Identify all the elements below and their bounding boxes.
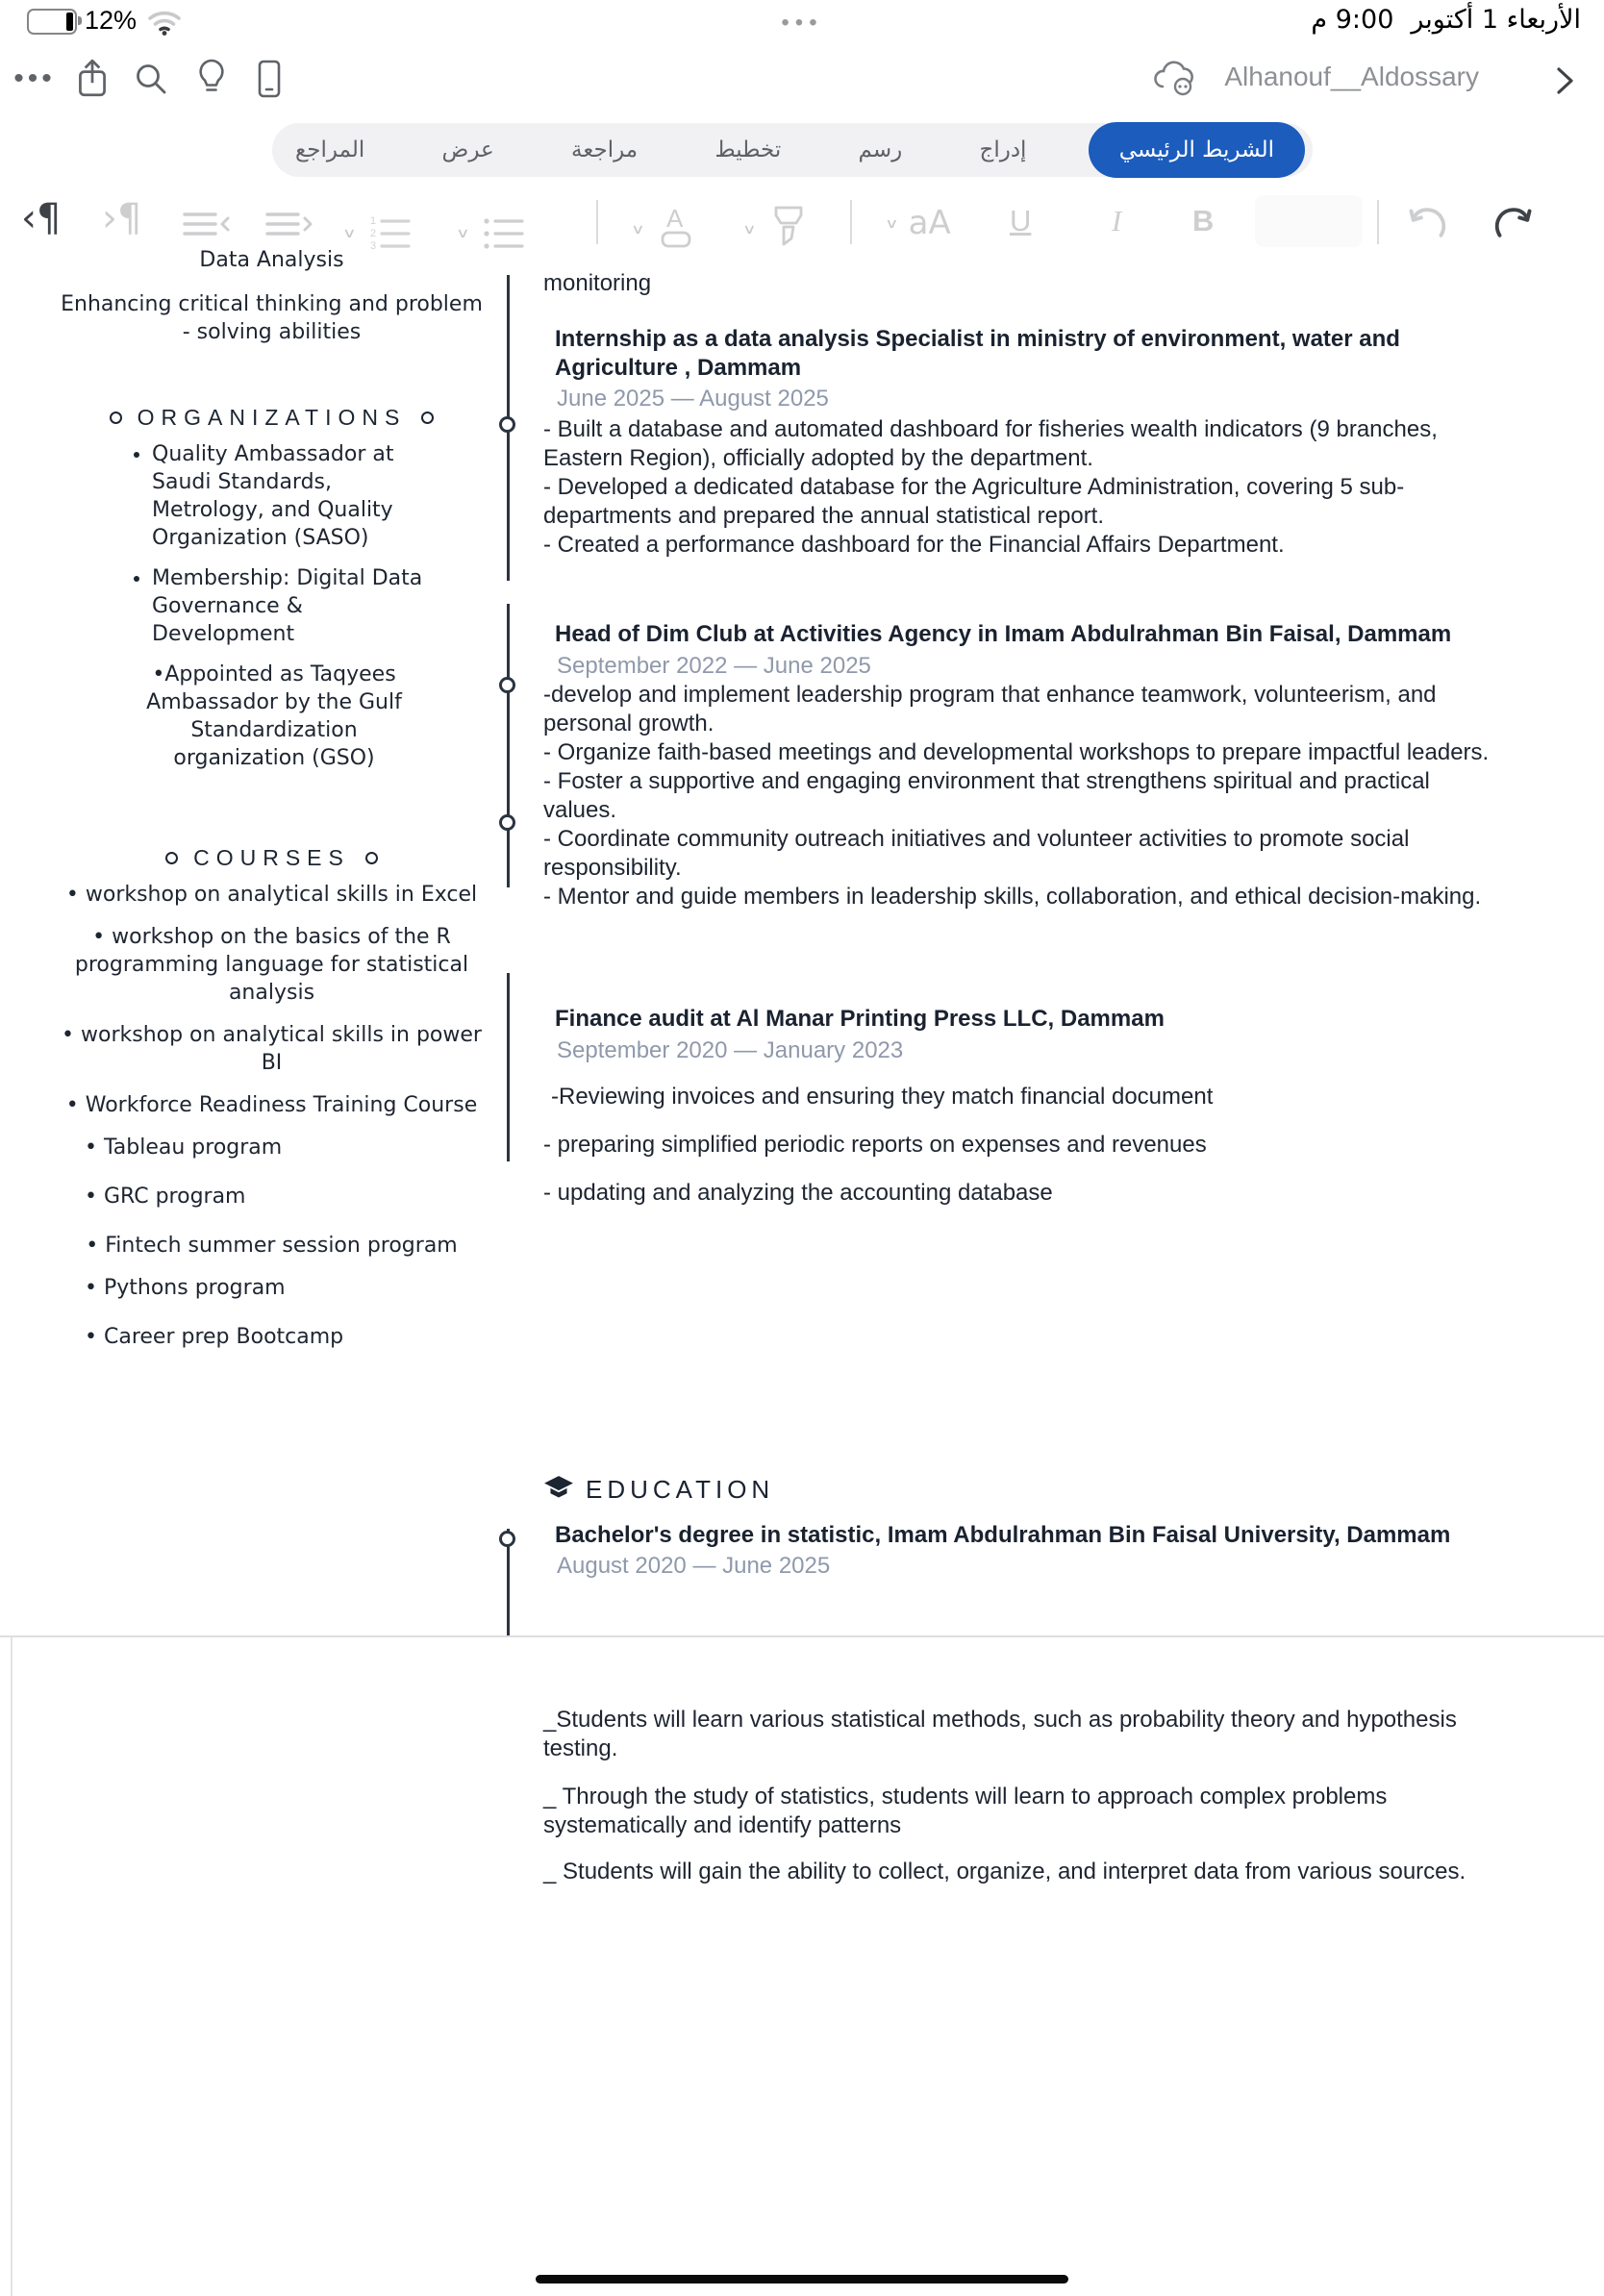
list-item: • Quality Ambassador at Saudi Standards, Metrology, and Quality Organization (SASO) xyxy=(152,440,440,552)
timeline-dot xyxy=(499,814,515,831)
experience-bullets: -Reviewing invoices and ensuring they match financial document - preparing simplified periodic reports on expenses and revenues - updating and analyzing the accounting database xyxy=(543,1084,1214,1206)
education-header: EDUCATION xyxy=(543,1475,1505,1504)
list-item: • workshop on analytical skills in power BI xyxy=(58,1021,486,1077)
list-item: • Membership: Digital Data Governance & Development xyxy=(152,564,440,648)
outdent-icon xyxy=(181,208,231,240)
list-item: • workshop on the basics of the R programming language for statistical analysis xyxy=(58,923,486,1007)
svg-text:3: 3 xyxy=(369,240,376,252)
tab-review[interactable]: مراجعة xyxy=(571,137,639,162)
tab-references[interactable]: المراجع xyxy=(295,137,365,162)
tab-home[interactable]: الشريط الرئيسي xyxy=(1089,122,1305,178)
page-edge-line xyxy=(11,1637,13,2296)
ring-icon xyxy=(165,852,178,864)
status-date: الأربعاء 1 أكتوبر xyxy=(1411,5,1581,35)
experience-title: Head of Dim Club at Activities Agency in Imam Abdulrahman Bin Faisal, Dammam xyxy=(555,621,1452,647)
tab-view[interactable]: عرض xyxy=(441,137,494,162)
partial-text-line: monitoring xyxy=(543,270,652,296)
autosave-status-button[interactable] xyxy=(1150,58,1200,103)
font-color-dropdown[interactable] xyxy=(631,206,699,252)
bold-button[interactable]: B xyxy=(1192,204,1215,237)
share-icon xyxy=(75,58,110,100)
timeline-line xyxy=(507,973,510,1161)
paragraph-rtl-button[interactable]: ›¶ xyxy=(102,196,142,240)
indent-icon xyxy=(263,208,313,240)
document-title: Alhanouf__Aldossary xyxy=(1224,62,1479,91)
app-switcher-handle-icon[interactable]: ••• xyxy=(781,10,823,36)
svg-text:A: A xyxy=(665,206,683,233)
tab-insert[interactable]: إدراج xyxy=(979,137,1027,162)
font-color-icon xyxy=(653,206,699,252)
ring-icon xyxy=(421,412,434,424)
status-time: 9:00 م xyxy=(1311,5,1394,35)
education-title: Bachelor's degree in statistic, Imam Abdulrahman Bin Faisal University, Dammam xyxy=(555,1522,1451,1548)
undo-icon xyxy=(1408,200,1452,244)
experience-bullets: -develop and implement leadership program that enhance teamwork, volunteerism, and personal growth. - Organize faith-based meetings and developmental workshops to prepare impactful leaders. - Foster a supportive and engaging environment that strengthens spiritual and practical values. - Coordinate community outreach initiatives and volunteer activities to promote social responsibility. - Mentor and guide members in leadership skills, collaboration, and ethical decision-making. xyxy=(543,682,1490,910)
italic-button[interactable]: I xyxy=(1112,204,1122,237)
list-item: • Tableau program xyxy=(58,1134,486,1161)
mobile-view-icon xyxy=(254,58,285,100)
decrease-indent-button[interactable] xyxy=(181,208,231,240)
ribbon-tab-bar xyxy=(272,123,1313,177)
experience-dates: June 2025 — August 2025 xyxy=(557,386,829,412)
undo-button[interactable] xyxy=(1408,200,1452,244)
highlight-dropdown[interactable] xyxy=(742,204,813,254)
courses-list xyxy=(58,881,486,1365)
search-icon xyxy=(133,61,169,97)
home-indicator[interactable] xyxy=(536,2275,1068,2284)
education-dates: August 2020 — June 2025 xyxy=(557,1553,831,1579)
list-item: • workshop on analytical skills in Excel xyxy=(58,881,486,909)
organizations-header: ORGANIZATIONS xyxy=(58,404,486,432)
document-canvas[interactable] xyxy=(0,248,1604,2296)
cloud-sync-icon xyxy=(1150,58,1200,98)
list-item: • GRC program xyxy=(58,1183,486,1210)
redo-icon xyxy=(1489,200,1533,244)
more-icon: ••• xyxy=(13,62,56,94)
search-button[interactable] xyxy=(128,54,174,104)
chevron-right-icon xyxy=(1550,60,1579,102)
status-bar xyxy=(0,0,1604,40)
battery-percent: 12% xyxy=(85,6,138,35)
ring-icon xyxy=(365,852,378,864)
lightbulb-icon xyxy=(195,58,228,100)
experience-bullets: - Built a database and automated dashboard for fisheries wealth indicators (9 branches, Eastern Region), officially adopted by the department. - Developed a dedicated database for the Agriculture Administration, covering 5 sub-departments and prepared the annual statistical report. - Created a performance dashboard for the Financial Affairs Department. xyxy=(543,416,1438,558)
page2-paragraph: _ Through the study of statistics, students will learn to approach complex problems systematically and identify patterns xyxy=(543,1784,1388,1838)
underline-button[interactable]: U xyxy=(1010,204,1032,237)
style-preview-box[interactable] xyxy=(1255,195,1363,247)
tab-draw[interactable]: رسم xyxy=(858,137,903,162)
increase-indent-button[interactable] xyxy=(263,208,313,240)
highlighter-icon xyxy=(764,204,813,254)
tab-layout[interactable]: تخطيط xyxy=(714,137,782,162)
mobile-view-button[interactable] xyxy=(246,54,292,104)
list-item: • Fintech summer session program xyxy=(58,1232,486,1260)
paragraph-ltr-button[interactable]: ‹¶ xyxy=(21,196,62,240)
timeline-dot xyxy=(499,1531,515,1547)
svg-text:2: 2 xyxy=(369,228,376,239)
graduation-cap-icon xyxy=(543,1475,574,1504)
editor-suggestions-button[interactable] xyxy=(188,54,235,104)
chevron-down-icon: ∨ xyxy=(885,215,899,232)
ring-icon xyxy=(110,412,122,424)
list-item: • Appointed as Taqyees Ambassador by the Gulf Standardization organization (GSO) xyxy=(125,661,423,772)
experience-title: Internship as a data analysis Specialist in ministry of environment, water and Agriculture , Dammam xyxy=(555,326,1400,381)
experience-title: Finance audit at Al Manar Printing Press LLC, Dammam xyxy=(555,1006,1165,1032)
list-item: • Pythons program xyxy=(58,1274,486,1302)
redo-button[interactable] xyxy=(1489,200,1533,244)
share-button[interactable] xyxy=(69,54,115,104)
page2-paragraph: _Students will learn various statistical methods, such as probability theory and hypothesis testing. xyxy=(543,1707,1457,1761)
experience-dates: September 2020 — January 2023 xyxy=(557,1037,904,1063)
organizations-list xyxy=(58,440,580,785)
change-case-icon: aA xyxy=(908,204,951,242)
page2-paragraph: _ Students will gain the ability to collect, organize, and interpret data from various sources. xyxy=(543,1859,1466,1884)
change-case-dropdown[interactable] xyxy=(885,204,951,242)
list-item: • Workforce Readiness Training Course xyxy=(58,1091,486,1119)
left-col-title: Data Analysis xyxy=(199,248,344,272)
status-clock xyxy=(1311,5,1581,35)
left-col-summary: Enhancing critical thinking and problem - solving abilities xyxy=(61,292,483,344)
chevron-down-icon: ∨ xyxy=(631,221,645,237)
page-break-divider xyxy=(0,1635,1604,1637)
timeline-dot xyxy=(499,416,515,433)
list-item: • Career prep Bootcamp xyxy=(58,1323,486,1351)
courses-header: COURSES xyxy=(58,844,486,872)
chevron-down-icon: ∨ xyxy=(742,221,757,237)
chevron-down-icon: ∨ xyxy=(456,225,470,241)
experience-dates: September 2022 — June 2025 xyxy=(557,653,871,679)
collapse-ribbon-button[interactable] xyxy=(1550,60,1579,107)
app-toolbar xyxy=(0,40,1604,117)
chevron-down-icon: ∨ xyxy=(342,225,357,241)
svg-text:1: 1 xyxy=(369,215,376,227)
more-menu-button[interactable] xyxy=(12,54,58,104)
